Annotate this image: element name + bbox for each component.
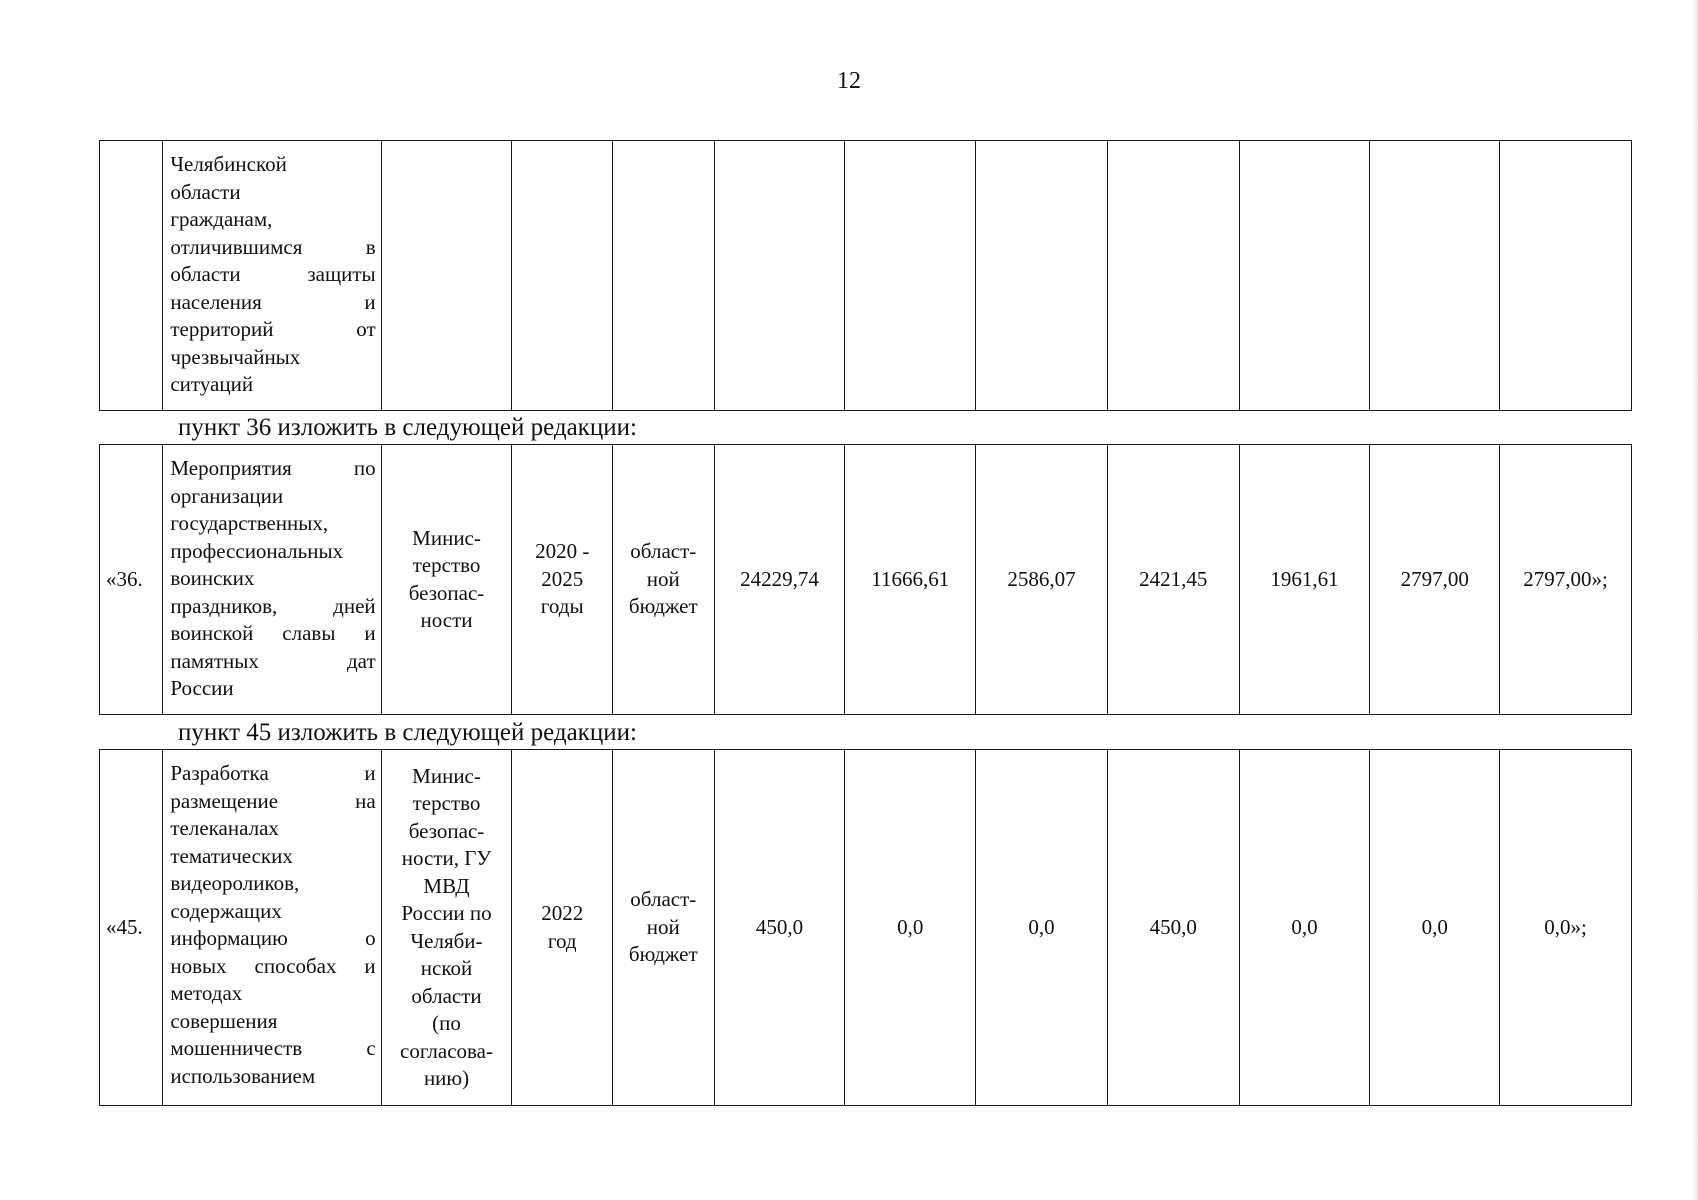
- value-cell: [714, 141, 845, 411]
- description-line: населения и: [170, 289, 376, 314]
- table-row-36: [99, 444, 1632, 715]
- description-cell: [163, 445, 381, 715]
- period-cell: [512, 141, 613, 411]
- description-line: Разработка и: [170, 761, 376, 785]
- description-line: области защиты: [170, 262, 376, 286]
- description-line: государственных,: [170, 511, 329, 535]
- value-cell: [1500, 141, 1632, 411]
- table-fragment-top: [99, 140, 1632, 411]
- description-line: новых способах и: [170, 953, 376, 978]
- description-line: совершения: [170, 1008, 278, 1033]
- executor-line: России по: [401, 901, 492, 925]
- value-cell: 2421,45: [1107, 445, 1239, 715]
- description-line: информацию о: [170, 926, 376, 950]
- description-line: ситуаций: [170, 372, 254, 396]
- table-row: [100, 141, 1632, 411]
- row-number-cell: [100, 141, 163, 411]
- period-cell: [512, 750, 613, 1106]
- value-cell: 2586,07: [976, 445, 1108, 715]
- executor-line: ности, ГУ: [401, 846, 492, 870]
- executor-line: МВД: [423, 873, 470, 898]
- description-cell: [163, 750, 381, 1106]
- executor-cell: [381, 750, 512, 1106]
- source-line: бюджет: [628, 942, 698, 967]
- instruction-text: пункт 36 изложить в следующей редакции:: [178, 414, 637, 441]
- description-line: чрезвычайных: [170, 344, 301, 369]
- source-line: ной: [646, 566, 680, 591]
- page-number: 12: [837, 68, 861, 94]
- description-line: области: [170, 179, 241, 204]
- value-cell: [1239, 141, 1370, 411]
- description-line: видеороликов,: [170, 871, 300, 895]
- description-line: телеканалах: [170, 816, 279, 840]
- table-row: [100, 750, 1632, 1106]
- executor-line: нию): [423, 1066, 470, 1090]
- executor-line: терство: [412, 791, 481, 815]
- description-line: содержащих: [170, 898, 282, 923]
- description-line: России: [170, 676, 234, 700]
- row-number-cell: «45.: [100, 750, 163, 1106]
- period-line: 2020 -: [535, 539, 590, 564]
- executor-cell: [381, 445, 512, 715]
- value-cell: 0,0: [1370, 750, 1500, 1106]
- description-line: мошенничеств с: [170, 1036, 376, 1060]
- source-cell: [612, 445, 714, 715]
- executor-line: согласова-: [400, 1038, 493, 1063]
- period-line: год: [547, 928, 577, 953]
- source-cell: [612, 141, 714, 411]
- value-cell: 0,0: [976, 750, 1108, 1106]
- source-line: ной: [646, 914, 680, 939]
- description-cell: [163, 141, 381, 411]
- period-cell: [512, 445, 613, 715]
- value-cell: 24229,74: [714, 445, 845, 715]
- value-cell: [1107, 141, 1239, 411]
- description-line: организации: [170, 483, 284, 508]
- description-line: гражданам,: [170, 207, 273, 231]
- source-cell: [612, 750, 714, 1106]
- executor-line: терство: [412, 553, 481, 577]
- executor-line: безопас-: [408, 818, 485, 843]
- value-cell: 0,0: [845, 750, 976, 1106]
- source-line: област-: [630, 887, 697, 912]
- value-cell: 0,0»;: [1500, 750, 1632, 1106]
- source-line: бюджет: [628, 594, 698, 619]
- scan-edge: [1692, 0, 1698, 1200]
- description-line: Мероприятия по: [170, 456, 376, 480]
- period-line: 2025: [541, 566, 584, 591]
- executor-cell: [381, 141, 512, 411]
- period-line: годы: [540, 594, 584, 619]
- value-cell: [845, 141, 976, 411]
- description-line: памятных дат: [170, 648, 376, 673]
- value-cell: 1961,61: [1239, 445, 1370, 715]
- executor-line: Минис-: [412, 525, 481, 550]
- value-cell: [976, 141, 1108, 411]
- executor-line: Челяби-: [410, 928, 483, 953]
- value-cell: 450,0: [714, 750, 845, 1106]
- executor-line: области: [411, 983, 482, 1008]
- value-cell: 0,0: [1239, 750, 1370, 1106]
- executor-line: Минис-: [412, 763, 481, 788]
- description-line: размещение на: [170, 788, 376, 813]
- description-line: праздников, дней: [170, 593, 376, 618]
- executor-line: нской: [420, 956, 473, 980]
- description-line: использованием: [170, 1063, 316, 1088]
- description-line: тематических: [170, 843, 293, 868]
- executor-line: (по: [432, 1011, 461, 1035]
- description-line: отличившимся в: [170, 234, 376, 259]
- value-cell: 11666,61: [845, 445, 976, 715]
- instruction-text: пункт 45 изложить в следующей редакции:: [178, 719, 637, 746]
- description-line: воинской славы и: [170, 621, 376, 645]
- value-cell: 450,0: [1107, 750, 1239, 1106]
- value-cell: 2797,00»;: [1500, 445, 1632, 715]
- description-line: воинских: [170, 566, 255, 590]
- table-row: [100, 445, 1632, 715]
- period-line: 2022: [541, 901, 584, 925]
- executor-line: безопас-: [408, 580, 485, 605]
- executor-line: ности: [420, 608, 473, 632]
- source-line: област-: [630, 539, 697, 564]
- table-row-45: [99, 749, 1632, 1106]
- description-line: Челябинской: [170, 152, 287, 176]
- row-number-cell: «36.: [100, 445, 163, 715]
- value-cell: 2797,00: [1370, 445, 1500, 715]
- value-cell: [1370, 141, 1500, 411]
- description-line: методах: [170, 981, 243, 1005]
- description-line: территорий от: [170, 317, 376, 341]
- description-line: профессиональных: [170, 538, 344, 563]
